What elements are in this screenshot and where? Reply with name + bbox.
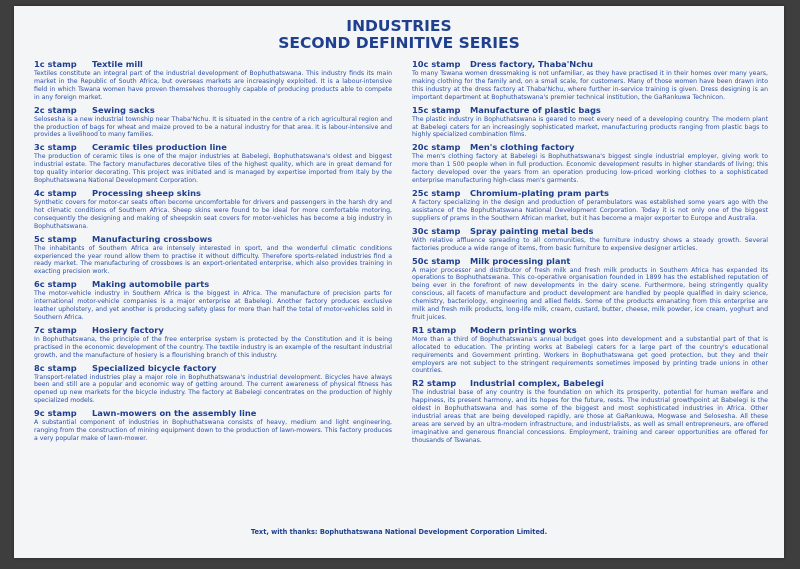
stamp-title: Spray painting metal beds [470, 225, 594, 236]
stamp-heading [412, 226, 768, 237]
stamp-entry [34, 59, 392, 102]
stamp-denomination: 9c stamp [34, 408, 77, 419]
stamp-entry [412, 226, 768, 253]
stamp-entry [34, 279, 392, 322]
stamp-entry [34, 105, 392, 140]
stamp-description: A substantial component of industries in Bophuthatswana consists of heavy, medium and light engineering, ranging from the construction of mining equipment down to the production of lawn-mowers. This factory produces a very popular make of lawn-mower. [34, 419, 392, 442]
stamp-heading [34, 105, 392, 116]
stamp-title: Manufacture of plastic bags [470, 104, 601, 115]
stamp-heading [34, 59, 392, 70]
stamp-title: Lawn-mowers on the assembly line [92, 408, 257, 419]
stamp-description: The production of ceramic tiles is one of the major industries at Babelegi, Bophuthatswana's oldest and biggest industrial estate. The factory manufactures decorative tiles of the highest quality, which are in great demand for top quality interior decorating. This project was initiated and is managed by expertise imported from Italy by the Bophuthatswana National Development Corporation. [34, 153, 392, 185]
stamp-entry [412, 142, 768, 185]
stamp-denomination: 30c stamp [412, 225, 461, 236]
stamp-title: Chromium-plating pram parts [470, 187, 609, 198]
stamp-entry [34, 408, 392, 443]
stamp-title: Men's clothing factory [470, 142, 575, 153]
right-column [412, 59, 768, 448]
stamp-description: Synthetic covers for motor-car seats often become uncomfortable for drivers and passengers in the harsh dry and hot climatic conditions of Southern Africa. Sheep skins were found to be ideal for more comfortable motoring, consequently the designing and making of sheepskin seat covers for motor-vehicles has become a big industry in Bophuthatswana. [34, 198, 392, 230]
stamp-description: A factory specializing in the design and production of perambulators was established some years ago with the assistance of the Bophuthatswana National Development Corporation. Today it is not only one of the biggest suppliers of prams in the Southern African market, but it has become a major exporter to Europe and Australia. [412, 198, 768, 222]
stamp-denomination: 2c stamp [34, 104, 77, 115]
stamp-description: To many Tswana women dressmaking is not unfamiliar, as they have practised it in their homes over many years, making clothing for the family and, on a small scale, for customers. Many of those women have been drawn into this industry at the dress factory at Thaba'Nchu, where further in-service training is given. Dress designing is an important department at Bophuthatswana's premier technical institution, the GaRankuwa Technicon. [412, 70, 768, 101]
stamp-heading [34, 408, 392, 419]
stamp-denomination: 20c stamp [412, 142, 461, 153]
stamp-description: Selosesha is a new industrial township near Thaba'Nchu. It is situated in the centre of a rich agricultural region and the production of bags for wheat and maize proved to be a natural industry for that area. It is labour-intensive and provides a livelihood to many families. [34, 115, 392, 139]
stamp-denomination: 3c stamp [34, 142, 77, 153]
stamp-description: The inhabitants of Southern Africa are intensely interested in sport, and the wonderful climatic conditions experienced the year round allow them to practise it without difficulty. Therefore sports-related industries find a ready market. The manufacturing of crossbows is an export-orientated enterprise, which also provides training in exacting precision work. [34, 244, 392, 276]
stamp-title: Dress factory, Thaba'Nchu [470, 59, 593, 69]
stamp-denomination: 50c stamp [412, 255, 461, 266]
stamp-title: Industrial complex, Babelegi [470, 378, 604, 389]
stamp-heading [34, 279, 392, 290]
stamp-description: With relative affluence spreading to all communities, the furniture industry shows a steady growth. Several factories produce a wide range of items, from basic furniture to expensive designer articles. [412, 236, 768, 252]
stamp-description: The plastic industry in Bophuthatswana is geared to meet every need of a developing country. The modern plant at Babelegi caters for an increasingly sophisticated market, manufacturing products ranging from plastic bags to highly specialized combination films. [412, 115, 768, 139]
stamp-denomination: 7c stamp [34, 324, 77, 335]
stamp-entry [412, 105, 768, 140]
stamp-entry [34, 188, 392, 231]
stamp-denomination: 8c stamp [34, 362, 77, 373]
stamp-heading [412, 378, 768, 389]
page-subtitle: SECOND DEFINITIVE SERIES [278, 34, 520, 52]
page-title: INDUSTRIES [346, 17, 452, 35]
stamp-description: More than a third of Bophuthatswana's annual budget goes into development and a substantial part of that is allocated to education. The printing works at Babelegi caters for a large part of the country's educational requirements and Government printing. Workers in Bophuthatswana get good protection, but they and their employers are not subject to the stringent requirements sometimes imposed by printing trade unions in other countries. [412, 335, 768, 375]
credit-line: Text, with thanks: Bophuthatswana National Development Corporation Limited. [250, 528, 548, 536]
stamp-heading [34, 363, 392, 374]
stamp-heading [34, 188, 392, 199]
stamp-description: The men's clothing factory at Babelegi is Bophuthatswana's biggest single industrial employer, giving work to more than 1 500 people when in full production. Economic development results in higher standards of living; this factory developed over the years from an operation producing low-priced working clothes to a sophisticated enterprise manufacturing high-class men's garments. [412, 153, 768, 185]
stamp-denomination: 15c stamp [412, 104, 461, 115]
stamp-denomination: R1 stamp [412, 324, 457, 335]
stamp-entry [412, 378, 768, 444]
stamp-title: Modern printing works [470, 324, 577, 335]
stamp-denomination: 25c stamp [412, 187, 461, 198]
stamp-heading [412, 59, 768, 70]
stamp-description: Textiles constitute an integral part of the industrial development of Bophuthatswana. This industry finds its main market in the Republic of South Africa, but overseas markets are increasingly exploited. It is a labour-intensive field in which Tswana women have proven themselves thoroughly capable of producing products able to compete in any foreign market. [34, 70, 392, 101]
stamp-entry [34, 325, 392, 360]
stamp-description: In Bophuthatswana, the principle of the free enterprise system is protected by the Constitution and it is being practised in the economic development of the country. The textile industry is an example of the resultant industrial growth, and the manufacture of hosiery is a flourishing branch of this industry. [34, 335, 392, 359]
stamp-title: Specialized bicycle factory [92, 362, 217, 373]
stamp-description: Transport-related industries play a major role in Bophuthatswana's industrial development. Bicycles have always been and still are a popular and economic way of getting around. The current awareness of physical fitness has opened up new markets for the bicycle industry. The factory at Babelegi concentrates on the production of highly specialized models. [34, 373, 392, 405]
stamp-entry [412, 59, 768, 102]
stamp-title: Milk processing plant [470, 255, 571, 266]
stamp-heading [34, 234, 392, 245]
left-column [34, 59, 392, 446]
stamp-denomination: 1c stamp [34, 59, 77, 69]
stamp-description: The industrial base of any country is the foundation on which its prosperity, potential for human welfare and happiness, its present harmony, and its hopes for the future, rests. The industrial growthpoint at Babelegi is the oldest in Bophuthatswana and has some of the biggest and most sophisticated industries in Africa. Other industrial areas that are being developed rapidly, are those at GaRankuwa, Mogwase and Selosesha. All these areas are served by an ultra-modern infrastructure, and industrialists, as well as small entrepreneurs, are offered imaginative and generous financial concessions. Employment, training and career opportunities are offered for thousands of Tswanas. [412, 389, 768, 444]
stamp-entry [34, 363, 392, 406]
info-sheet [14, 6, 784, 558]
stamp-title: Sewing sacks [92, 104, 155, 115]
stamp-title: Manufacturing crossbows [92, 233, 213, 244]
stamp-denomination: 4c stamp [34, 187, 77, 198]
stamp-denomination: 6c stamp [34, 279, 77, 290]
stamp-heading [34, 325, 392, 336]
stamp-entry [34, 234, 392, 277]
stamp-heading [412, 105, 768, 116]
stamp-denomination: R2 stamp [412, 378, 457, 389]
stamp-heading [34, 142, 392, 153]
stamp-title: Making automobile parts [92, 279, 210, 290]
stamp-heading [412, 142, 768, 153]
stamp-description: The motor-vehicle industry in Southern Africa is the biggest in Africa. The manufacture of precision parts for international motor-vehicle companies is a major enterprise at Babelegi. Another factory produces exclusive leather upholstery, and yet another is producing safety glass for more than half the total of motor-vehicles sold in Southern Africa. [34, 290, 392, 321]
stamp-heading [412, 188, 768, 199]
stamp-title: Textile mill [92, 59, 143, 69]
stamp-denomination: 10c stamp [412, 59, 461, 69]
stamp-entry [412, 188, 768, 223]
stamp-entry [412, 325, 768, 376]
stamp-denomination: 5c stamp [34, 233, 77, 244]
stamp-heading [412, 325, 768, 336]
stamp-description: A major processor and distributor of fresh milk and fresh milk products in Southern Africa has expanded its operations to Bophuthatswana. This co-operative organisation founded in 1899 has the established reputation of being ever in the forefront of new developments in the dairy scene. Furthermore, being stringently quality conscious, all facets of manufacture and product development are handled by people qualified in dairy science, chemistry, bacteriology, engineering and allied fields. Some of the products emanating from this enterprise are milk and fresh milk products, long-life milk, cream, custard, butter, cheese, milk powder, ice cream, yoghurt and fruit juices. [412, 266, 768, 321]
stamp-title: Ceramic tiles production line [92, 142, 227, 153]
stamp-title: Processing sheep skins [92, 187, 201, 198]
stamp-title: Hosiery factory [92, 324, 164, 335]
stamp-heading [412, 256, 768, 267]
stamp-entry [34, 142, 392, 185]
stamp-entry [412, 256, 768, 322]
